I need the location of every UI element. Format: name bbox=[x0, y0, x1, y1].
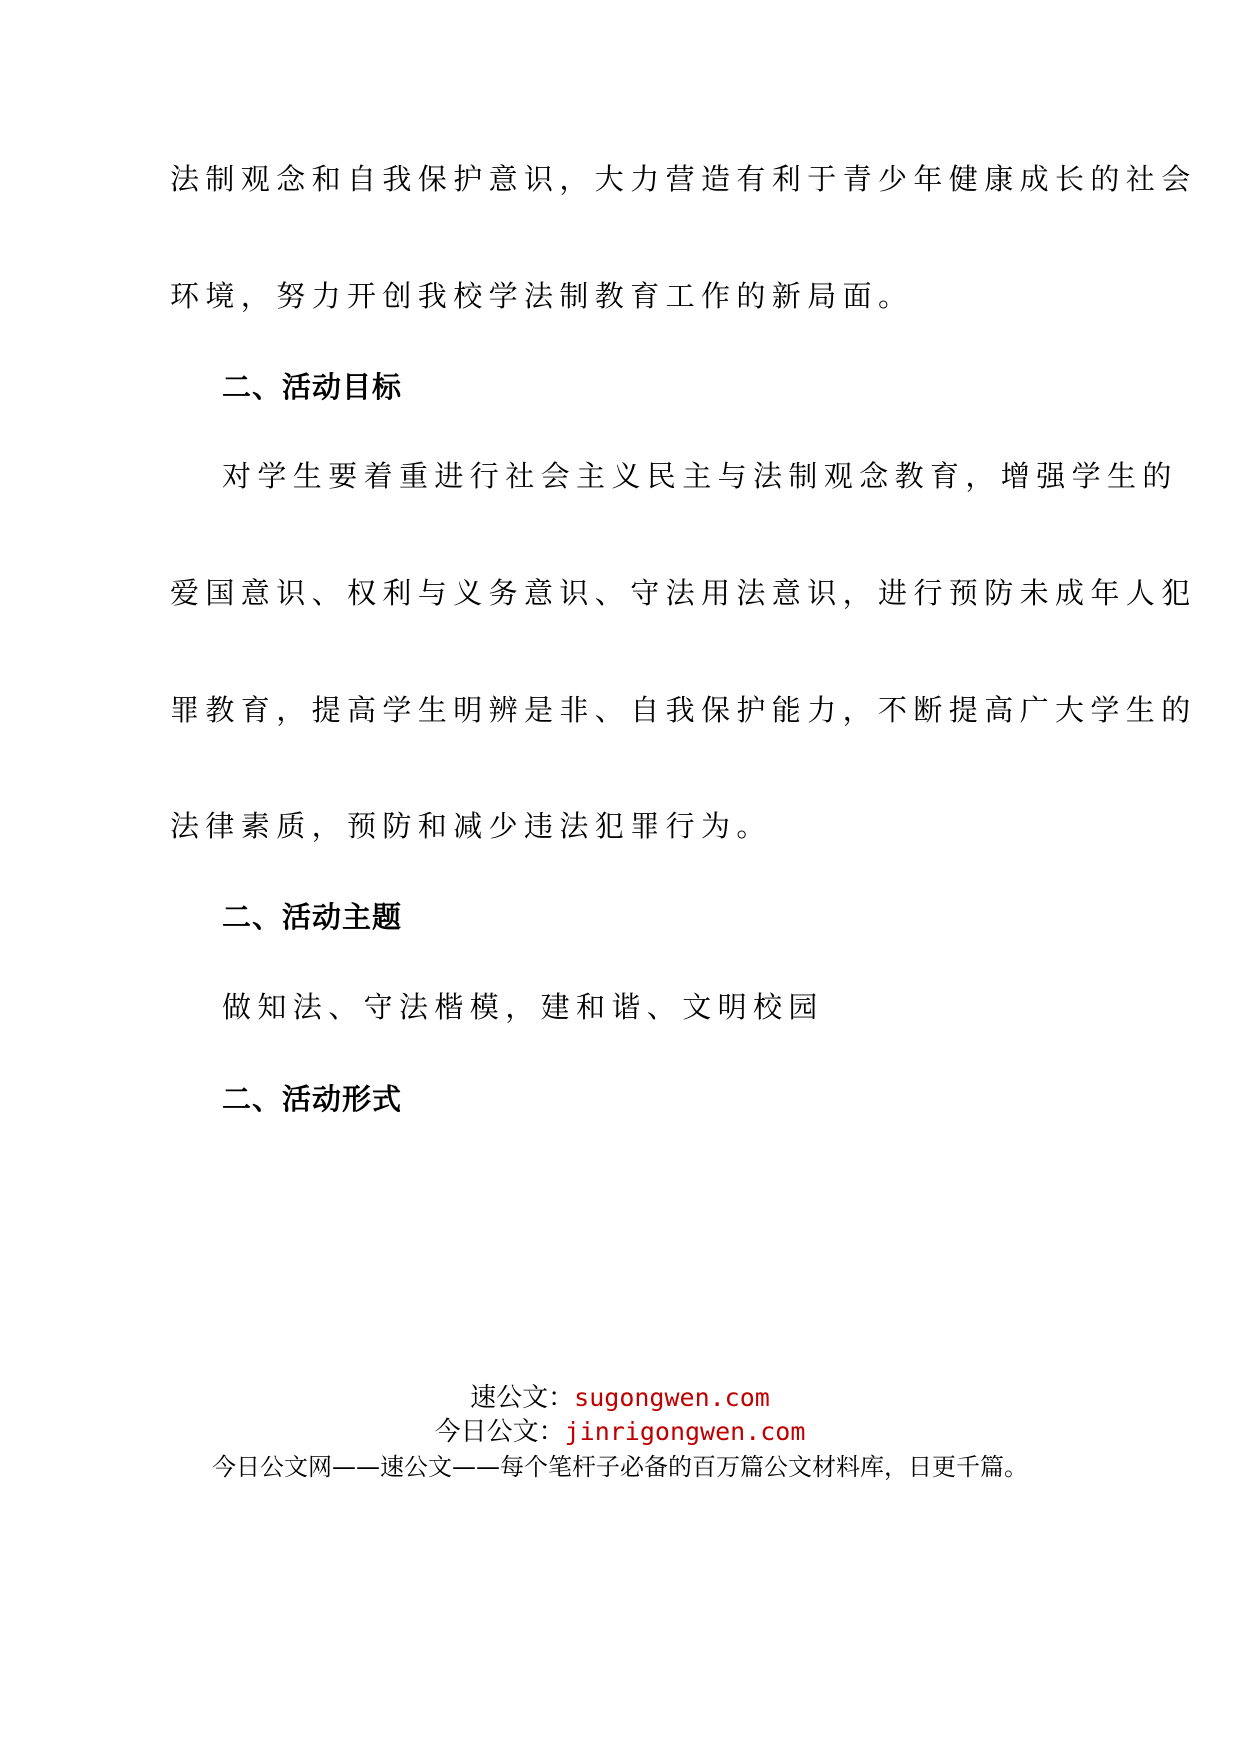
footer-link-sugongwen[interactable]: sugongwen.com bbox=[574, 1383, 770, 1412]
footer-line-jinrigongwen bbox=[0, 1415, 1240, 1449]
footer-label: 速公文： bbox=[470, 1383, 575, 1413]
paragraph-text-line: 环境，努力开创我校学法制教育工作的新局面。 bbox=[170, 279, 914, 313]
section-heading-form: 二、活动形式 bbox=[222, 1082, 403, 1116]
footer-line-sugongwen bbox=[0, 1381, 1240, 1415]
paragraph-text-line: 罪教育，提高学生明辨是非、自我保护能力，不断提高广大学生的 bbox=[170, 693, 1197, 727]
paragraph-text-line: 对学生要着重进行社会主义民主与法制观念教育，增强学生的 bbox=[222, 459, 1178, 493]
footer-link-jinrigongwen[interactable]: jinrigongwen.com bbox=[564, 1417, 806, 1446]
paragraph-text-line: 爱国意识、权利与义务意识、守法用法意识，进行预防未成年人犯 bbox=[170, 576, 1197, 610]
paragraph-text-line: 法制观念和自我保护意识，大力营造有利于青少年健康成长的社会 bbox=[170, 162, 1197, 196]
section-heading-goal: 二、活动目标 bbox=[222, 370, 403, 404]
footer-tagline: 今日公文网——速公文——每个笔杆子必备的百万篇公文材料库，日更千篇。 bbox=[212, 1453, 1028, 1481]
paragraph-text-line: 法律素质，预防和减少违法犯罪行为。 bbox=[170, 809, 772, 843]
section-heading-theme: 二、活动主题 bbox=[222, 900, 403, 934]
footer-label: 今日公文： bbox=[434, 1417, 565, 1447]
paragraph-text-line: 做知法、守法楷模，建和谐、文明校园 bbox=[222, 990, 824, 1024]
